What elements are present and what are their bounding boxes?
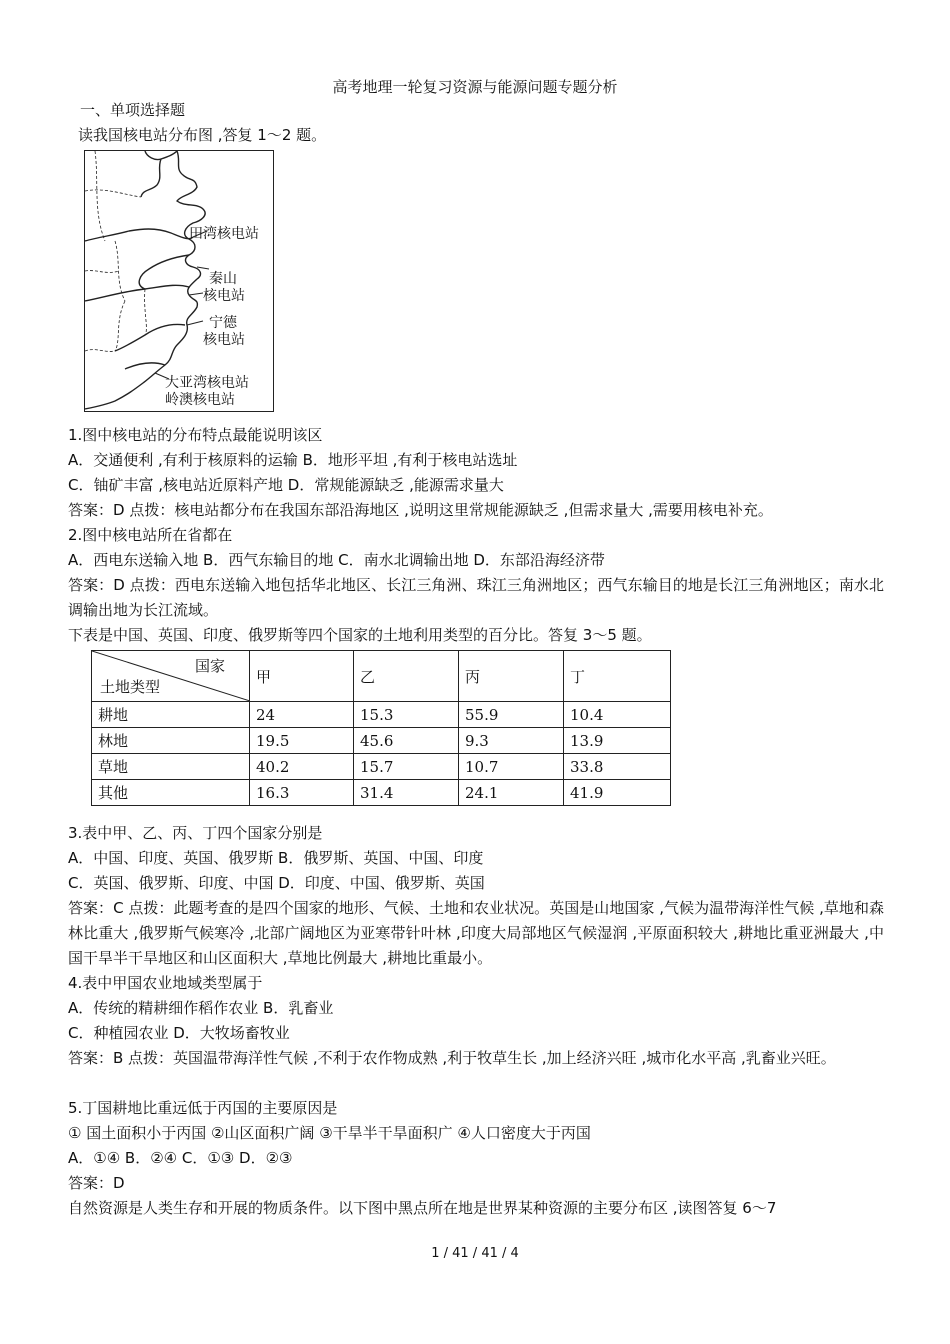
question-3-options-cd: C．英国、俄罗斯、印度、中国 D．印度、中国、俄罗斯、英国	[68, 874, 485, 892]
table-cell: 16.3	[250, 780, 354, 806]
table-cell: 15.7	[354, 754, 459, 780]
question-2-answer: 答案：D 点拨：西电东送输入地包括华北地区、长江三角洲、珠江三角洲地区；西气东输目的地是长江三角洲地区；南水北调输出地为长江流域。	[68, 576, 884, 619]
question-5-answer: 答案：D	[68, 1174, 125, 1192]
col-header-ding: 丁	[564, 651, 671, 702]
map-label-qinshan: 秦山	[209, 271, 237, 287]
table-cell: 41.9	[564, 780, 671, 806]
question-5-stem: 5.丁国耕地比重远低于丙国的主要原因是	[68, 1099, 338, 1117]
question-1-answer: 答案：D 点拨：核电站都分布在我国东部沿海地区 ,说明这里常规能源缺乏 ,但需求量大 ,需要用核电补充。	[68, 501, 773, 519]
map-label-tianwan: 田湾核电站	[189, 226, 259, 242]
table-cell: 19.5	[250, 728, 354, 754]
map-label-dayawan: 大亚湾核电站	[165, 375, 249, 391]
question-4-options-ab: A．传统的精耕细作稻作农业 B．乳畜业	[68, 999, 334, 1017]
coastline-map-drawing	[85, 151, 273, 411]
table-cell: 45.6	[354, 728, 459, 754]
map-label-ningde: 宁德	[209, 315, 237, 331]
map-intro: 读我国核电站分布图 ,答复 1～2 题。	[78, 126, 327, 144]
table-row	[92, 702, 671, 728]
row-label: 草地	[92, 754, 250, 780]
table-row	[92, 728, 671, 754]
row-label: 林地	[92, 728, 250, 754]
table-intro: 下表是中国、英国、印度、俄罗斯等四个国家的土地利用类型的百分比。答复 3～5 题。	[68, 626, 652, 644]
question-3-answer: 答案：C 点拨：此题考查的是四个国家的地形、气候、土地和农业状况。英国是山地国家 ,气候为温带海洋性气候 ,草地和森林比重大 ,俄罗斯气候寒冷 ,北部广阔地区为亚寒带针叶林 ,印度大局部地区气候湿润 ,平原面积较大 ,耕地比重亚洲最大 ,中国干旱半干旱地区和山区面积大 ,草地比例最大 ,耕地比重最小。	[68, 899, 884, 967]
question-4-stem: 4.表中甲国农业地域类型属于	[68, 974, 263, 992]
question-3-options-ab: A．中国、印度、英国、俄罗斯 B．俄罗斯、英国、中国、印度	[68, 849, 484, 867]
table-cell: 10.7	[459, 754, 564, 780]
question-2-stem: 2.图中核电站所在省都在	[68, 526, 233, 544]
table-cell: 40.2	[250, 754, 354, 780]
col-header-yi: 乙	[354, 651, 459, 702]
section-heading: 一、单项选择题	[80, 101, 186, 119]
table-cell: 24	[250, 702, 354, 728]
document-title: 高考地理一轮复习资源与能源问题专题分析	[332, 78, 618, 96]
row-label: 其他	[92, 780, 250, 806]
question-1-options-cd: C．铀矿丰富 ,核电站近原料产地 D．常规能源缺乏 ,能源需求量大	[68, 476, 504, 494]
question-4-answer: 答案：B 点拨：英国温带海洋性气候 ,不利于农作物成熟 ,利于牧草生长 ,加上经济兴旺 ,城市化水平高 ,乳畜业兴旺。	[68, 1049, 836, 1067]
question-1-stem: 1.图中核电站的分布特点最能说明该区	[68, 426, 323, 444]
col-header-jia: 甲	[250, 651, 354, 702]
resource-map-intro: 自然资源是人类生存和开展的物质条件。以下图中黑点所在地是世界某种资源的主要分布区 ,读图答复 6～7	[68, 1199, 777, 1217]
header-land-type: 土地类型	[100, 678, 161, 696]
question-3-stem: 3.表中甲、乙、丙、丁四个国家分别是	[68, 824, 323, 842]
page-number: 1 / 41 / 41 / 4	[431, 1246, 519, 1261]
question-5-conditions: ① 国土面积小于丙国 ②山区面积广阔 ③干旱半干旱面积广 ④人口密度大于丙国	[68, 1124, 591, 1142]
table-row	[92, 754, 671, 780]
table-cell: 24.1	[459, 780, 564, 806]
table-cell: 13.9	[564, 728, 671, 754]
table-cell: 10.4	[564, 702, 671, 728]
land-use-table	[91, 650, 671, 806]
map-label-lingao: 岭澳核电站	[165, 392, 235, 408]
question-5-options: A．①④ B．②④ C．①③ D．②③	[68, 1149, 293, 1167]
table-cell: 33.8	[564, 754, 671, 780]
table-cell: 31.4	[354, 780, 459, 806]
nuclear-plant-map	[84, 150, 274, 412]
table-corner-header	[92, 651, 250, 702]
table-cell: 15.3	[354, 702, 459, 728]
table-cell: 55.9	[459, 702, 564, 728]
col-header-bing: 丙	[459, 651, 564, 702]
question-2-options: A．西电东送输入地 B．西气东输目的地 C．南水北调输出地 D．东部沿海经济带	[68, 551, 605, 569]
question-1-options-ab: A．交通便利 ,有利于核原料的运输 B．地形平坦 ,有利于核电站选址	[68, 451, 518, 469]
table-cell: 9.3	[459, 728, 564, 754]
map-label-ningde-plant: 核电站	[203, 332, 245, 348]
map-label-qinshan-plant: 核电站	[203, 288, 245, 304]
question-4-options-cd: C．种植园农业 D．大牧场畜牧业	[68, 1024, 290, 1042]
header-country: 国家	[194, 657, 225, 675]
row-label: 耕地	[92, 702, 250, 728]
table-row	[92, 780, 671, 806]
